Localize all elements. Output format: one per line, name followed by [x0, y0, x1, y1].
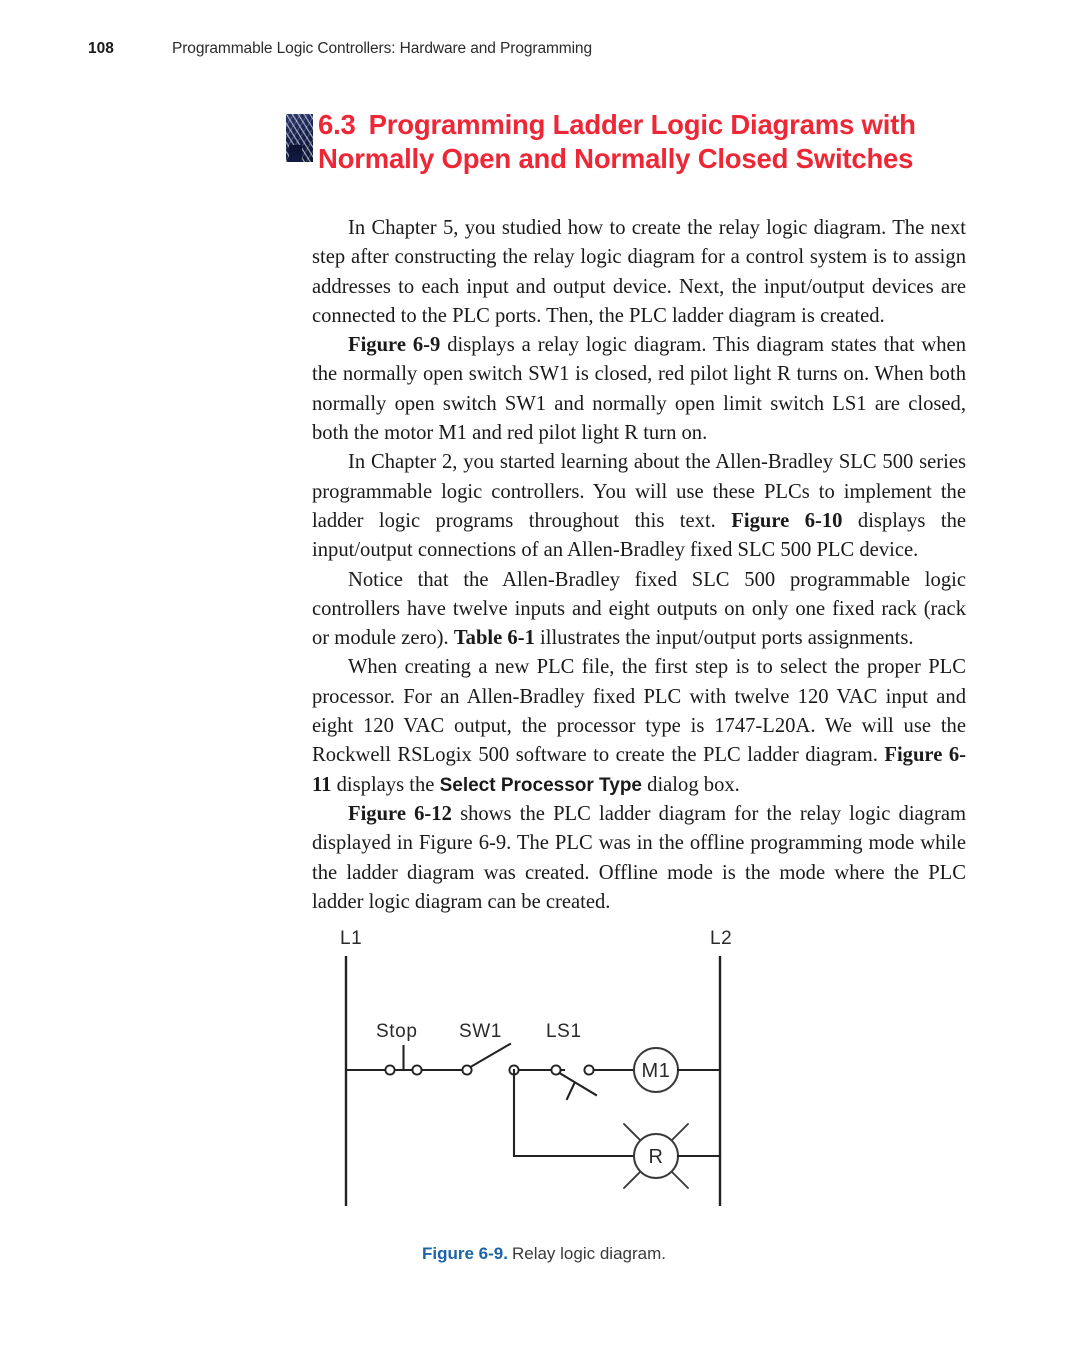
- paragraph-2-text: displays a relay logic diagram. This diagram states that when the normally open switch SW1 is closed, red pilot light R turns on. When both normally open switch SW1 and normally open limit switch LS1 are closed, both the motor M1 and red pilot light R turn on.: [312, 334, 966, 445]
- relay-logic-svg: [324, 918, 764, 1230]
- pilot-ray-lower-left: [624, 1171, 641, 1188]
- paragraph-3-text-b: displays the input/output connections of an Allen-Bradley fixed SLC 500 PLC device.: [312, 509, 967, 562]
- motor-m1-label: M1: [641, 1060, 671, 1082]
- stop-pushbutton-nc: [385, 1046, 421, 1075]
- figure-6-12-ref: Figure 6-12: [348, 802, 452, 825]
- book-title: Programmable Logic Controllers: Hardware and Programming: [172, 40, 592, 57]
- paragraph-4-text-a: Notice that the Allen-Bradley fixed SLC 500 programmable logic controllers have twelve inputs and eight outputs on only one fixed rack (rack or module zero).: [312, 568, 966, 650]
- figure-caption-label: Figure 6-9.: [422, 1244, 508, 1263]
- ls1-label: LS1: [546, 1021, 582, 1042]
- section-ornament-icon: [286, 114, 313, 162]
- paragraph-1-text: In Chapter 5, you studied how to create the relay logic diagram. The next step after constructing the relay logic diagram for a control system is to assign addresses to each input and output device. Next, the input/output devices are connected to the PLC ports. Then, the PLC ladder diagram is created.: [312, 217, 966, 327]
- rail-right-label: L2: [710, 928, 733, 949]
- paragraph-6: [312, 800, 966, 917]
- page-title: [286, 108, 946, 175]
- paragraph-3-text-a: In Chapter 2, you started learning about the Allen-Bradley SLC 500 series programmable logic controllers. You will use these PLCs to implement the ladder logic programs throughout this text.: [312, 451, 966, 532]
- paragraph-5-text-a: When creating a new PLC file, the first step is to select the proper PLC processor. For an Allen-Bradley fixed PLC with twelve 120 VAC input and eight 120 VAC output, the processor type is 1747-L20A. We will use the Rockwell RSLogix 500 software to create the PLC ladder diagram.: [312, 656, 966, 767]
- paragraph-1: [312, 214, 966, 331]
- paragraph-5-text-b: displays the: [331, 773, 440, 796]
- figure-6-10-ref: Figure 6-10: [731, 509, 843, 532]
- running-head: [88, 40, 1008, 58]
- paragraph-2: [312, 331, 966, 448]
- pilot-light-r-label: R: [648, 1146, 664, 1168]
- sw1-label: SW1: [459, 1021, 502, 1042]
- figure-6-9: [0, 918, 1088, 1264]
- table-6-1-ref: Table 6-1: [453, 627, 535, 650]
- sw1-switch-no: [462, 1044, 518, 1075]
- pilot-ray-lower-right: [671, 1171, 688, 1188]
- dialog-name-select-processor-type: Select Processor Type: [439, 774, 642, 796]
- paragraph-6-text: shows the PLC ladder diagram for the relay logic diagram displayed in Figure 6-9. The PLC was in the offline programming mode while the ladder diagram was created. Offline mode is the mode where the PLC ladder logic diagram can be created.: [312, 802, 967, 913]
- rail-left-label: L1: [340, 928, 363, 949]
- pilot-ray-upper-left: [624, 1124, 641, 1141]
- section-number: 6.3: [318, 109, 356, 140]
- figure-caption-text: Relay logic diagram.: [511, 1244, 666, 1263]
- paragraph-3: [312, 448, 966, 565]
- body-column: [312, 214, 966, 917]
- section-title-text: Programming Ladder Logic Diagrams with Normally Open and Normally Closed Switches: [318, 109, 916, 174]
- figure-caption: [0, 1244, 1088, 1264]
- paragraph-5: [312, 653, 966, 799]
- page-number: 108: [88, 40, 114, 57]
- ls1-limit-switch-no: [551, 1065, 596, 1099]
- paragraph-5-text-c: dialog box.: [642, 773, 740, 796]
- pilot-ray-upper-right: [671, 1124, 688, 1141]
- paragraph-4-text-b: illustrates the input/output ports assignments.: [534, 627, 914, 650]
- paragraph-4: [312, 566, 966, 654]
- figure-6-9-ref: Figure 6-9: [348, 334, 441, 357]
- stop-label: Stop: [376, 1021, 418, 1042]
- relay-logic-diagram: [324, 918, 764, 1230]
- section-heading: [286, 108, 946, 175]
- figure-6-11-ref: Figure 6-11: [312, 744, 967, 796]
- motor-m1: [634, 1048, 678, 1092]
